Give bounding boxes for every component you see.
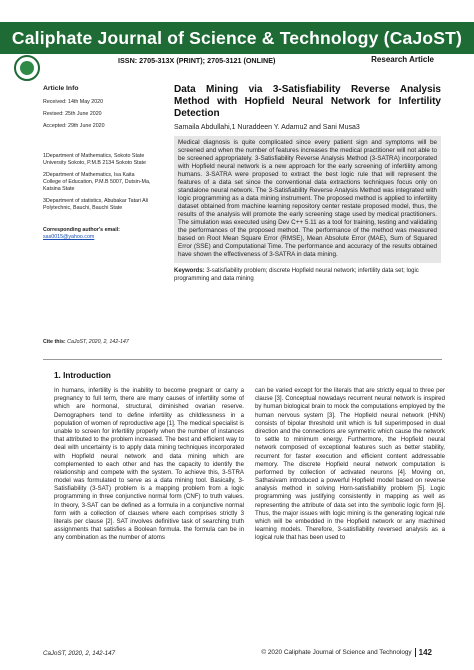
abstract: Medical diagnosis is quite complicated since every patient sign and symptoms will be screened and when the number of features increases the medical practitioner will not able to be screened appropriately. 3-Satisfiability Reverse Analysis Method (3-SATRA) incorporated with Hopfield neural network is a new approach for the early screening of infertility among humans. 3-SATRA were proposed to extract the best logic rule that will represent the features of a data set since the conventional data extractions techniques focus only on standalone neural network. The 3-Satisfiability Reverse Analysis Method was integrated with logic programming as a data mining instrument. The proposed method is applied to infertility dataset obtained from machine learning repository center restate proposed model, thus, the results of the analysis will promote the early screening stage used by medical practitioners. The simulation was executed using Dev C++ 5.11 as a tool for training, testing and validating the performances of the proposed method. The performance of the method was measured based on Root Mean Square Error (RMSE), Mean Absolute Error (MAE), Sum of Squared Error (SSE) and Computational Time. The performance and accuracy of the results obtained have shown the effectiveness of 3-SATRA in data mining. bbox=[174, 136, 441, 263]
intro-paragraph-1: In humans, infertility is the inability to become pregnant or carry a pregnancy to full term, there are many causes of infertility some of which are hormonal, structural, diminished ovarian reserve. Demographers tend to define infertility as childlessness in a population of women of reproductive age [1]. The medical specialist is unable to screen for infertility properly when the number of instances that attributed to the problem increased. The best and efficient way to deal with uncertainty is to apply data mining techniques incorporated with Hopfield neural network and data mining which are complemented to each other and has the capacity to identify the relationship and compete with the system. To achieve this, 3-STRA model was formulated to serve as a data mining tool. Basically, 3-Satisfiability (3-SAT) problem is a mapping problem from a logic programming in three conjunctive normal form (CNF) to truth values. In theory, 3-SAT can be defined as a formula in a conjunctive normal form with a collection of clauses where each comprises strictly 3 literals per clause [2]. SAT involves definitive task of searching truth assignments that satisfies a Boolean formula. the formula can be in any combination as the number of atoms bbox=[54, 387, 244, 542]
copyright-text: © 2020 Caliphate Journal of Science and Technology bbox=[261, 649, 412, 656]
journal-banner bbox=[0, 22, 474, 54]
logo-emblem bbox=[20, 61, 34, 75]
section-divider bbox=[43, 359, 442, 360]
article-type: Research Article bbox=[371, 55, 434, 64]
issn-line bbox=[118, 56, 275, 65]
affiliation-2: 2Department of Mathematics, Isa Kaita College of Education, P.M.B 5007, Dutsin-Ma, Katsina State bbox=[43, 171, 151, 193]
keywords bbox=[174, 268, 441, 284]
affiliation-3: 3Department of statistics, Abubakar Tatari Ali Polytechnic, Bauchi, Bauchi State bbox=[43, 198, 149, 212]
page-number: 142 bbox=[415, 648, 432, 657]
accepted-date: Accepted: 29th June 2020 bbox=[43, 123, 105, 130]
revised-date: Revised: 25th June 2020 bbox=[43, 111, 102, 118]
paper-title: Data Mining via 3-Satisfiability Reverse Analysis Method with Hopfield Neural Network for Infertility Detection bbox=[174, 84, 441, 119]
paper-header bbox=[174, 84, 441, 284]
body-column-left bbox=[54, 387, 244, 543]
journal-name: Caliphate Journal of Science & Technology (CaJoST) bbox=[11, 27, 463, 48]
corresponding-email-link[interactable]: sas0015@yahoo.com bbox=[43, 233, 95, 240]
cite-text: CaJoST, 2020, 2, 142-147 bbox=[67, 339, 129, 345]
cite-this bbox=[43, 339, 129, 345]
footer-citation bbox=[43, 650, 115, 657]
journal-logo-icon bbox=[14, 55, 40, 81]
affiliation-1: 1Department of Mathematics, Sokoto State University Sokoto, P.M.B 2134 Sokoto State bbox=[43, 152, 146, 166]
corresponding-label: Corresponding author's email: bbox=[43, 226, 120, 233]
footer-citation-text: CaJoST, 2020, 2, 142-147 bbox=[43, 650, 116, 657]
article-info-title: Article Info bbox=[43, 85, 79, 92]
article-info-panel bbox=[43, 84, 153, 241]
keywords-label: Keywords: bbox=[174, 268, 205, 275]
affiliations bbox=[43, 153, 153, 213]
cite-label: Cite this: bbox=[43, 339, 66, 345]
introduction-heading: 1. Introduction bbox=[54, 371, 111, 380]
footer-copyright bbox=[261, 648, 432, 657]
issn-label: ISSN bbox=[118, 56, 135, 65]
keywords-text: 3-satisfiability problem; discrete Hopfield neural network; infertility data set; logic programming and data mining bbox=[174, 268, 419, 282]
body-column-right bbox=[255, 387, 445, 543]
intro-paragraph-2: can be varied except for the literals that are strictly equal to three per clause [3]. Conceptual nowadays recurrent neural network is inspired by human biological brain to mock the computations employed by the human nervous system [3]. The Hopfield neural network (HNN) consists of bipolar threshold unit which is full superimposed in dual direction and the connections are symmetric which cause the network to settle to minimum energy. Furthermore, the Hopfield neural network composed of exceptional features such as better stability, recurrent for faster execution and efficient content addressable memory. The discrete Hopfield neural network computation is performed by collection of activated neurons [4]. Moving on, Sathasivam introduced a powerful Hopfield model based on reverse analysis method in solving Horn-satisfiability problem [5]. Logic programming was justifying consistently in mapping as well as representing the attribute of data set into the symbolic logic form [6]. Thus, the major issues with logic mining is the generating logical rule which will be embedded in the Hopfield network or any machined learning models. Therefore, 3-satisfiability reversed analysis as a logical rule that has been used to bbox=[255, 387, 445, 542]
corresponding-author bbox=[43, 227, 153, 241]
issn-numbers: : 2705-313X (PRINT); 2705-3121 (ONLINE) bbox=[134, 56, 276, 65]
received-date: Received: 14th May 2020 bbox=[43, 99, 104, 106]
authors: Samaila Abdullahi,1 Nuraddeen Y. Adamu2 and Sani Musa3 bbox=[174, 124, 360, 132]
